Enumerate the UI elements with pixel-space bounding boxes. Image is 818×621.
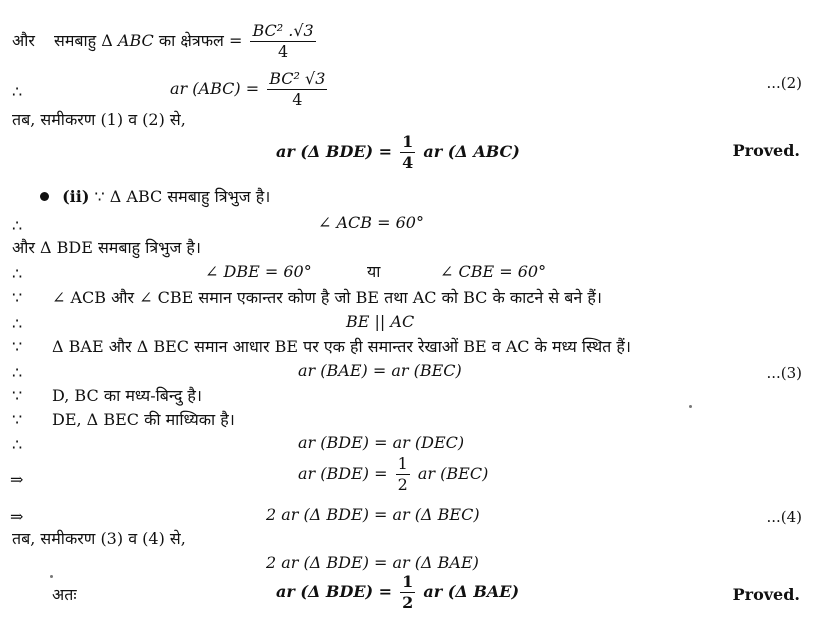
hence-label: अतः — [52, 585, 77, 604]
ar-bde-dec-equation: ar (BDE) = ar (DEC) — [298, 433, 465, 452]
fraction-denominator: 4 — [292, 90, 303, 109]
area-text-2: का क्षेत्रफल = — [158, 31, 243, 50]
midpoint-statement: D, BC का मध्य-बिन्दु है। — [52, 386, 202, 405]
equation-ref-4: ...(4) — [766, 508, 802, 526]
therefore-line: ∴ — [12, 314, 23, 333]
fraction-denominator: 4 — [278, 42, 289, 61]
triangle-abc-label: ABC — [117, 31, 154, 50]
proved-equation-2 — [276, 573, 519, 612]
angle-acb-equation: ∠ ACB = 60° — [318, 213, 424, 232]
equation-lhs: ar (ABC) = — [170, 79, 260, 98]
combined-equation: 2 ar (Δ BDE) = ar (Δ BAE) — [266, 553, 479, 572]
from-equations-1-2: तब, समीकरण (1) व (2) से, — [12, 110, 186, 129]
equation-fraction — [267, 70, 327, 109]
fraction-denominator: 2 — [402, 593, 414, 612]
bullet-icon — [40, 192, 49, 201]
fraction-numerator: 1 — [402, 132, 414, 151]
ar-abc-equation — [12, 70, 812, 110]
equation-fraction — [400, 133, 415, 172]
because-line: ∵ — [12, 288, 23, 307]
equation-lhs: ar (Δ BDE) = — [276, 142, 393, 161]
double-area-equation: 2 ar (Δ BDE) = ar (Δ BEC) — [266, 505, 480, 524]
same-base-statement: Δ BAE और Δ BEC समान आधार BE पर एक ही समान्तर रेखाओं BE व AC के मध्य स्थित हैं। — [52, 337, 631, 356]
fraction-numerator: 1 — [402, 572, 414, 591]
alternate-angles-statement: ∠ ACB और ∠ CBE समान एकान्तर कोण है जो BE तथा AC को BC के काटने से बने हैं। — [52, 288, 602, 307]
implies-line: ⇒ — [10, 507, 24, 526]
scan-speck — [689, 405, 692, 408]
proved-equation-1 — [276, 133, 520, 172]
equation-rhs: ar (BEC) — [417, 464, 489, 483]
area-fraction — [250, 22, 315, 61]
fraction-denominator: 4 — [402, 153, 414, 172]
fraction-numerator: 1 — [397, 454, 408, 473]
angle-cbe-equation: ∠ CBE = 60° — [440, 262, 547, 281]
therefore-line: ∴ — [12, 264, 23, 283]
therefore-line: ∴ — [12, 363, 23, 382]
equation-fraction — [400, 573, 415, 612]
equation-fraction — [396, 455, 410, 494]
fraction-denominator: 2 — [397, 475, 408, 494]
therefore-line: ∴ — [12, 216, 23, 235]
because-line: ∵ — [12, 386, 23, 405]
median-statement: DE, Δ BEC की माध्यिका है। — [52, 410, 235, 429]
bde-equilateral-statement: और Δ BDE समबाहु त्रिभुज है। — [12, 238, 201, 257]
from-equations-3-4: तब, समीकरण (3) व (4) से, — [12, 529, 186, 548]
area-text-1: समबाहु Δ — [54, 31, 113, 50]
or-word: या — [367, 262, 381, 281]
angle-dbe-equation: ∠ DBE = 60° — [205, 262, 312, 281]
because-line: ∵ — [12, 410, 23, 429]
proved-label-1: Proved. — [732, 141, 800, 160]
parallel-statement: BE || AC — [346, 312, 415, 331]
aur-word: और — [12, 31, 35, 50]
ar-bae-equation: ar (BAE) = ar (BEC) — [298, 361, 462, 380]
part-text: ∵ Δ ABC समबाहु त्रिभुज है। — [94, 187, 271, 206]
because-line: ∵ — [12, 337, 23, 356]
therefore-symbol: ∴ — [12, 82, 23, 101]
area-statement — [12, 22, 319, 61]
equation-ref-2: ...(2) — [766, 74, 802, 92]
part-label: (ii) — [62, 187, 90, 206]
half-area-equation — [298, 455, 488, 494]
fraction-numerator: BC² .√3 — [252, 21, 314, 40]
fraction-numerator: BC² √3 — [269, 69, 326, 88]
scan-speck — [50, 575, 53, 578]
equation-rhs: ar (Δ BAE) — [423, 582, 520, 601]
equation-rhs: ar (Δ ABC) — [423, 142, 520, 161]
proved-label-2: Proved. — [732, 585, 800, 604]
equation-lhs: ar (BDE) = — [298, 464, 388, 483]
equation-lhs: ar (Δ BDE) = — [276, 582, 393, 601]
part-ii-statement — [40, 187, 270, 207]
implies-line: ⇒ — [10, 470, 24, 489]
therefore-line: ∴ — [12, 435, 23, 454]
equation-ref-3: ...(3) — [766, 364, 802, 382]
